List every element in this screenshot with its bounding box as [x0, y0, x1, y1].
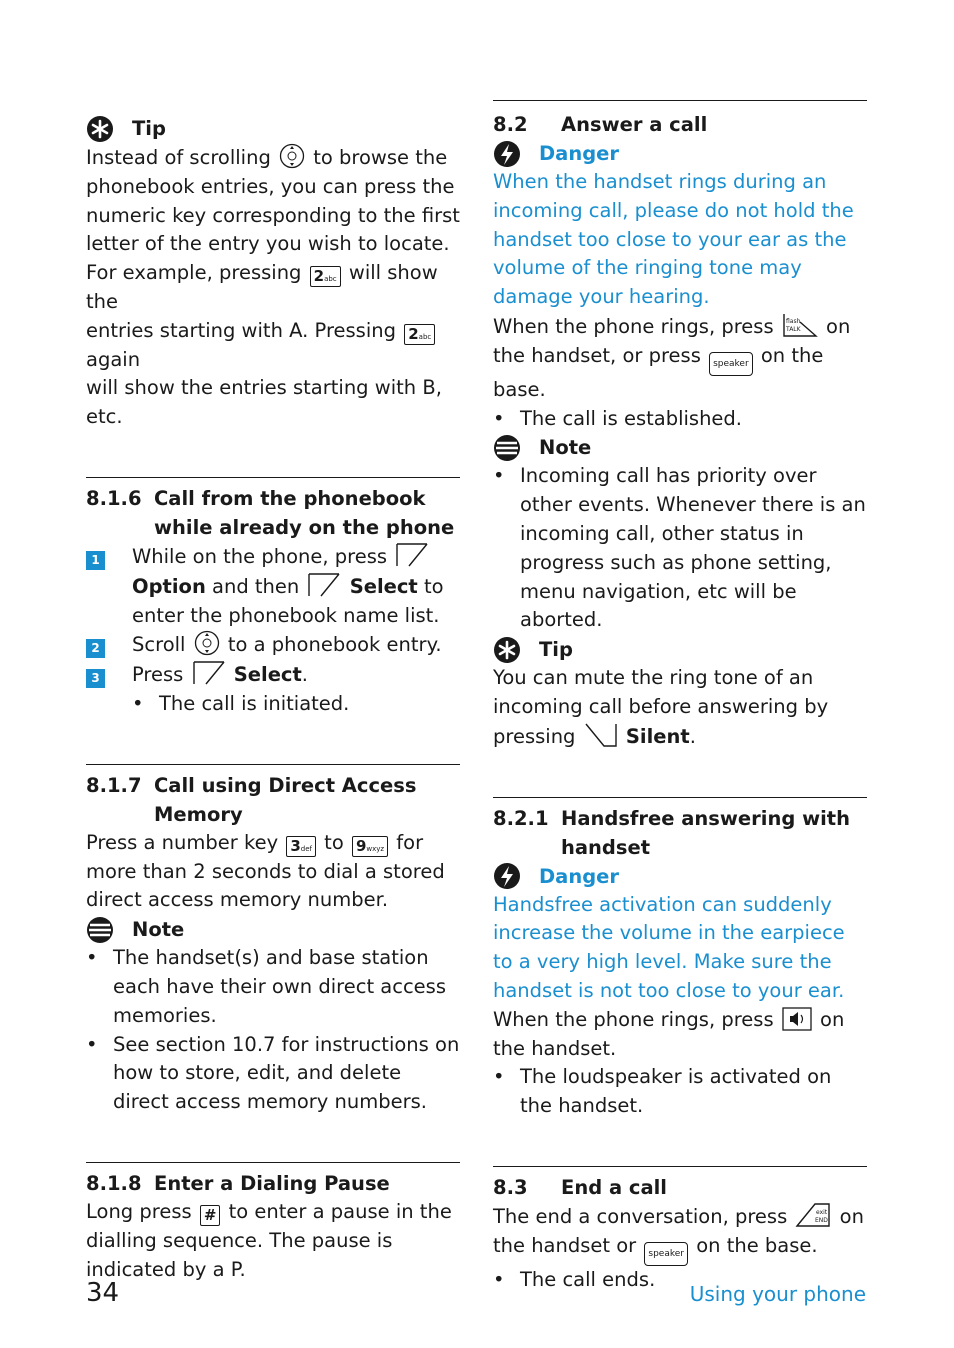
danger-icon — [493, 140, 539, 168]
list-item: • The call ends. — [493, 1267, 656, 1291]
tip-header — [86, 114, 460, 143]
list-item: • The handset(s) and base station each have their own direct access memories. — [86, 946, 446, 1027]
section-heading: 8.1.6 Call from the phonebook while already on the phone — [86, 486, 455, 539]
tip-text: Instead of scrolling to browse the phonebook entries, you can press the numeric key corresponding to the first letter of the entry you wish to locate. For example, pressing 2abc will show the entries starting with A. Pressing 2abc again will show the entries starting with B, etc. — [86, 143, 460, 432]
section-heading: 8.3 End a call — [493, 1175, 667, 1199]
step-number-2: 2 — [86, 639, 105, 658]
section-8-2-1 — [493, 797, 867, 1121]
danger-text: When the handset rings during an incoming call, please do not hold the handset too close to your ear as the volume of the ringing tone may damage your hearing. — [493, 170, 854, 309]
list-item: • The call is initiated. — [132, 691, 350, 715]
nav-scroll-icon — [194, 630, 220, 656]
danger-icon — [493, 862, 539, 890]
speakerphone-key-icon: speaker — [644, 1242, 688, 1266]
key-9-icon: 9wxyz — [352, 836, 388, 857]
list-item: • The call is established. — [493, 406, 743, 430]
key-2-icon: 2abc — [404, 324, 435, 345]
tip-text: You can mute the ring tone of an incoming call before answering by pressing Silent. — [493, 666, 829, 748]
tip-header: Tip — [493, 635, 867, 664]
section-text: When the phone rings, press flash TALK on the handset, or press speaker on the base. — [493, 312, 867, 405]
note-header: Note — [493, 433, 867, 462]
section-text: Press a number key 3def to 9wxyz for more than 2 seconds to dial a stored direct access memory number. — [86, 830, 445, 912]
step-number-3: 3 — [86, 669, 105, 688]
step-2: 2 Scroll to a phonebook entry. — [86, 630, 460, 660]
danger-header: Danger — [493, 139, 867, 168]
list-item: • The loudspeaker is activated on the handset. — [493, 1065, 832, 1118]
list-item: • Incoming call has priority over other events. Whenever there is an incoming call, other status in progress such as phone setting, menu navigation, etc will be aborted. — [493, 464, 866, 632]
tip-icon — [86, 115, 132, 143]
section-heading: 8.2 Answer a call — [493, 113, 708, 136]
section-8-1-6 — [86, 477, 460, 719]
tip-box — [86, 114, 460, 432]
step-3: 3 Press Select. — [86, 660, 460, 690]
hash-key-icon: # — [200, 1205, 221, 1226]
section-text: The end a conversation, press exit END on the handset or speaker on the base. — [493, 1202, 867, 1266]
section-8-2 — [493, 100, 867, 752]
section-heading: 8.1.8 Enter a Dialing Pause — [86, 1171, 390, 1195]
left-column — [86, 100, 460, 1284]
softkey-left-icon — [307, 572, 341, 598]
softkey-left-icon — [395, 542, 429, 568]
step-number-1: 1 — [86, 551, 105, 570]
note-icon — [86, 916, 132, 944]
note-header: Note — [86, 915, 460, 944]
speaker-key-icon — [782, 1007, 812, 1031]
list-item: • See section 10.7 for instructions on how to store, edit, and delete direct access memory numbers. — [86, 1032, 460, 1114]
speakerphone-key-icon: speaker — [709, 352, 753, 376]
section-text: Long press # to enter a pause in the dialling sequence. The pause is indicated by a P. — [86, 1199, 452, 1281]
section-8-3 — [493, 1166, 867, 1295]
svg-text:END: END — [815, 1216, 829, 1224]
note-icon — [493, 434, 539, 462]
key-3-icon: 3def — [286, 836, 316, 857]
svg-text:TALK: TALK — [785, 325, 801, 333]
svg-text:flash: flash — [785, 317, 801, 325]
danger-text: Handsfree activation can suddenly increase the volume in the earpiece to a very high level. Make sure the handset is not too close to your ear. — [493, 892, 845, 1002]
footer-section-title: Using your phone — [689, 1282, 866, 1306]
section-heading: 8.1.7 Call using Direct Access Memory — [86, 773, 417, 826]
softkey-right-icon — [584, 722, 618, 748]
page-number: 34 — [86, 1278, 120, 1308]
key-2-icon: 2abc — [310, 266, 341, 287]
right-column — [493, 100, 867, 1295]
nav-scroll-icon — [279, 143, 305, 169]
section-text: When the phone rings, press on the handset. — [493, 1007, 845, 1060]
tip-title: Tip — [132, 117, 166, 140]
tip-icon — [493, 636, 539, 664]
end-key-icon — [795, 1202, 831, 1228]
step-1: 1 While on the phone, press Option and then Select to enter the phonebook name list. — [86, 542, 460, 630]
section-heading: 8.2.1 Handsfree answering with handset — [493, 806, 850, 859]
talk-key-icon — [782, 312, 818, 338]
softkey-left-icon — [192, 660, 226, 686]
danger-header: Danger — [493, 862, 867, 891]
section-8-1-7 — [86, 764, 460, 1117]
section-8-1-8 — [86, 1162, 460, 1284]
svg-text:exit: exit — [816, 1208, 828, 1216]
